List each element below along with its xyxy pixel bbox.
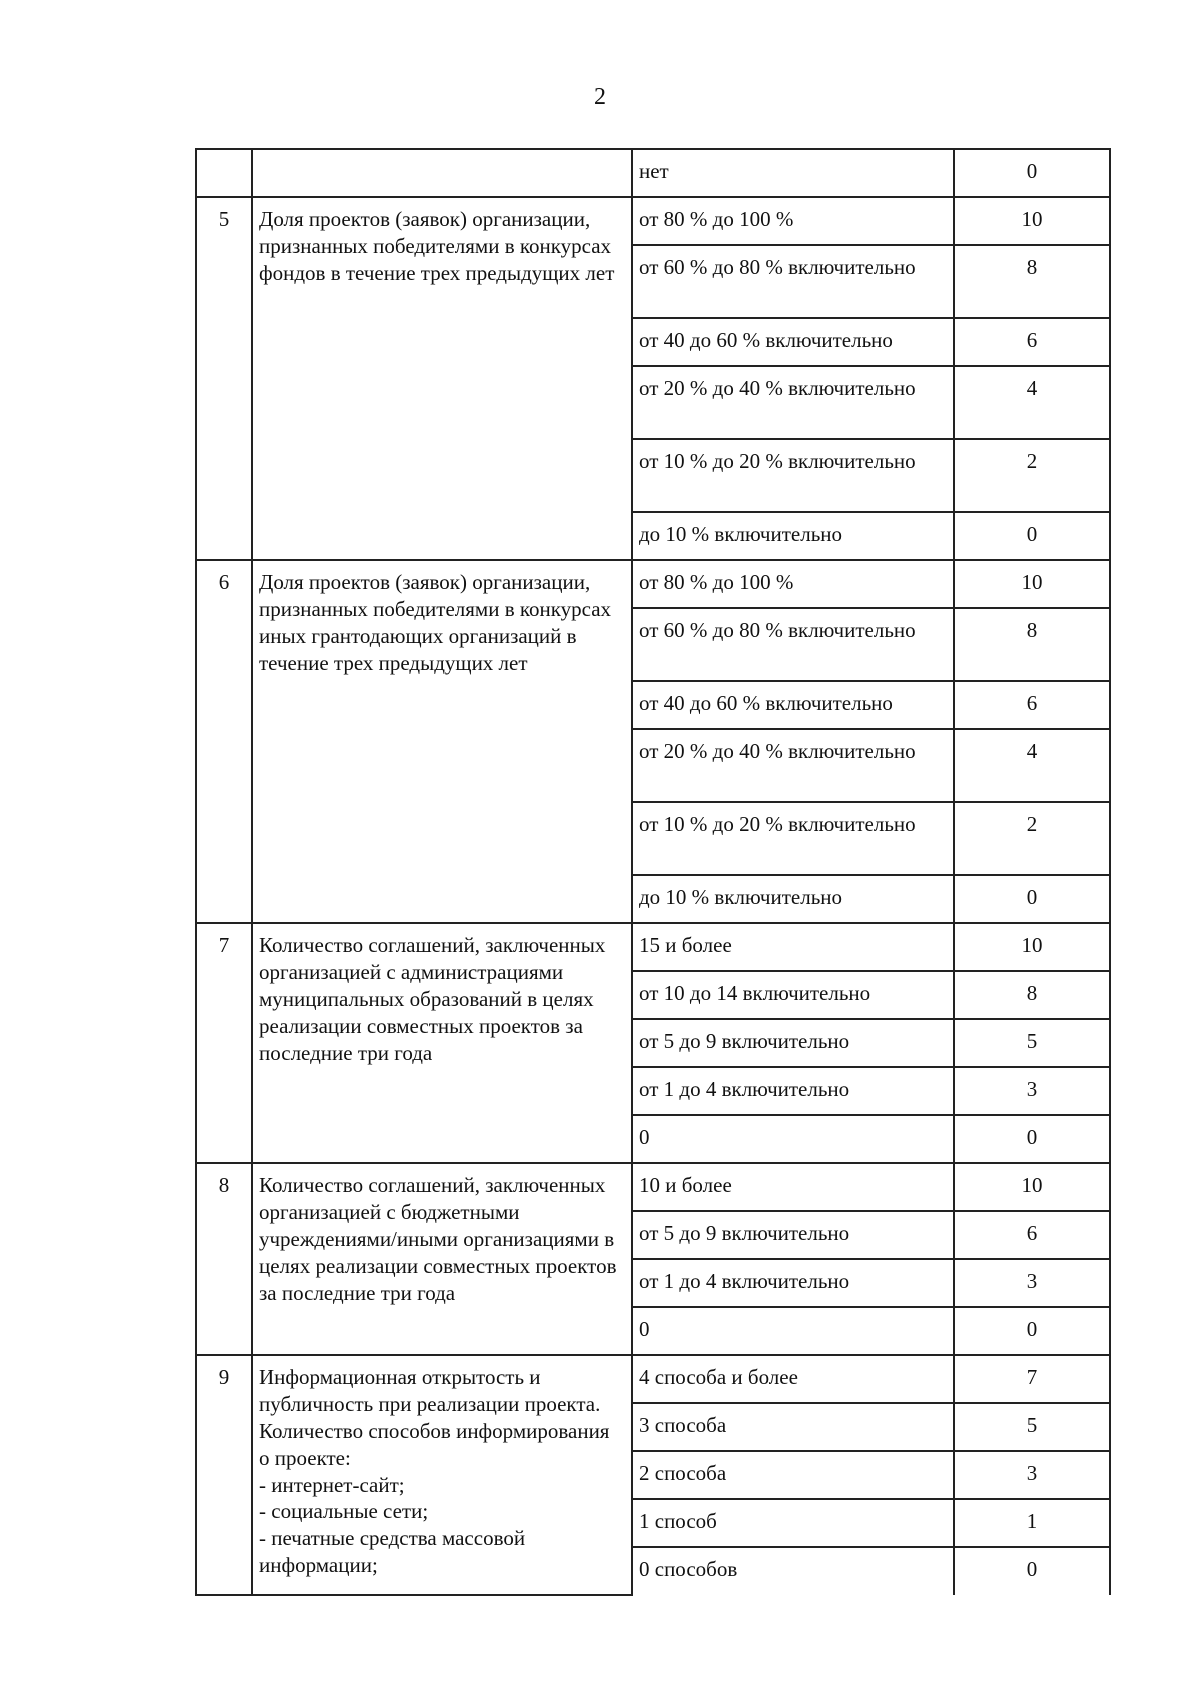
score-cell: 2 bbox=[954, 439, 1110, 512]
table-row bbox=[196, 149, 1110, 197]
criterion-text: Доля проектов (заявок) организации, признанных победителями в конкурсах иных грантодающих организаций в течение трех предыдущих лет bbox=[252, 560, 632, 923]
range-cell: 4 способа и более bbox=[632, 1355, 954, 1403]
score-cell: 0 bbox=[954, 1115, 1110, 1163]
score-cell: 3 bbox=[954, 1259, 1110, 1307]
score-cell: 6 bbox=[954, 681, 1110, 729]
score-cell: 6 bbox=[954, 318, 1110, 366]
score-cell: 5 bbox=[954, 1403, 1110, 1451]
score-cell: 4 bbox=[954, 729, 1110, 802]
range-cell: 15 и более bbox=[632, 923, 954, 971]
score-cell: 0 bbox=[954, 149, 1110, 197]
range-cell: от 80 % до 100 % bbox=[632, 560, 954, 608]
range-cell: от 80 % до 100 % bbox=[632, 197, 954, 245]
range-cell: до 10 % включительно bbox=[632, 512, 954, 560]
range-cell: 1 способ bbox=[632, 1499, 954, 1547]
score-cell: 0 bbox=[954, 512, 1110, 560]
table-row bbox=[196, 1355, 1110, 1403]
criterion-number: 9 bbox=[196, 1355, 252, 1595]
table-row bbox=[196, 1163, 1110, 1211]
range-cell: 0 bbox=[632, 1307, 954, 1355]
score-cell: 0 bbox=[954, 875, 1110, 923]
criterion-number: 6 bbox=[196, 560, 252, 923]
score-cell: 8 bbox=[954, 608, 1110, 681]
criterion-number: 5 bbox=[196, 197, 252, 560]
range-cell: от 5 до 9 включительно bbox=[632, 1019, 954, 1067]
range-cell: от 10 % до 20 % включительно bbox=[632, 802, 954, 875]
table-row bbox=[196, 560, 1110, 608]
range-cell: от 60 % до 80 % включительно bbox=[632, 608, 954, 681]
score-cell: 10 bbox=[954, 560, 1110, 608]
range-cell: 10 и более bbox=[632, 1163, 954, 1211]
score-cell: 8 bbox=[954, 971, 1110, 1019]
range-cell: 2 способа bbox=[632, 1451, 954, 1499]
criterion-text: Информационная открытость и публичность при реализации проекта. Количество способов информирования о проекте: - интернет-сайт; - социальные сети; - печатные средства массовой информации; bbox=[252, 1355, 632, 1595]
number-cell bbox=[196, 149, 252, 197]
table-row bbox=[196, 197, 1110, 245]
criteria-table bbox=[195, 148, 1111, 1596]
score-cell: 1 bbox=[954, 1499, 1110, 1547]
score-cell: 3 bbox=[954, 1067, 1110, 1115]
criterion-number: 8 bbox=[196, 1163, 252, 1355]
score-cell: 10 bbox=[954, 1163, 1110, 1211]
range-cell: от 20 % до 40 % включительно bbox=[632, 366, 954, 439]
score-cell: 4 bbox=[954, 366, 1110, 439]
score-cell: 7 bbox=[954, 1355, 1110, 1403]
range-cell: от 1 до 4 включительно bbox=[632, 1067, 954, 1115]
score-cell: 0 bbox=[954, 1307, 1110, 1355]
range-cell: от 1 до 4 включительно bbox=[632, 1259, 954, 1307]
range-cell: 0 способов bbox=[632, 1547, 954, 1595]
score-cell: 2 bbox=[954, 802, 1110, 875]
range-cell: от 60 % до 80 % включительно bbox=[632, 245, 954, 318]
range-cell: 3 способа bbox=[632, 1403, 954, 1451]
range-cell: от 40 до 60 % включительно bbox=[632, 681, 954, 729]
range-cell: от 40 до 60 % включительно bbox=[632, 318, 954, 366]
range-cell: от 20 % до 40 % включительно bbox=[632, 729, 954, 802]
range-cell: от 10 % до 20 % включительно bbox=[632, 439, 954, 512]
score-cell: 5 bbox=[954, 1019, 1110, 1067]
criterion-text: Доля проектов (заявок) организации, признанных победителями в конкурсах фондов в течение трех предыдущих лет bbox=[252, 197, 632, 560]
range-cell: от 10 до 14 включительно bbox=[632, 971, 954, 1019]
score-cell: 3 bbox=[954, 1451, 1110, 1499]
criterion-text: Количество соглашений, заключенных организацией с бюджетными учреждениями/иными организациями в целях реализации совместных проектов за последние три года bbox=[252, 1163, 632, 1355]
range-cell: до 10 % включительно bbox=[632, 875, 954, 923]
page-number: 2 bbox=[594, 84, 606, 110]
range-cell: от 5 до 9 включительно bbox=[632, 1211, 954, 1259]
criterion-cell bbox=[252, 149, 632, 197]
criterion-number: 7 bbox=[196, 923, 252, 1163]
range-cell: нет bbox=[632, 149, 954, 197]
score-cell: 6 bbox=[954, 1211, 1110, 1259]
table-row bbox=[196, 923, 1110, 971]
score-cell: 8 bbox=[954, 245, 1110, 318]
score-cell: 10 bbox=[954, 923, 1110, 971]
score-cell: 0 bbox=[954, 1547, 1110, 1595]
range-cell: 0 bbox=[632, 1115, 954, 1163]
score-cell: 10 bbox=[954, 197, 1110, 245]
criterion-text: Количество соглашений, заключенных организацией с администрациями муниципальных образований в целях реализации совместных проектов за последние три года bbox=[252, 923, 632, 1163]
